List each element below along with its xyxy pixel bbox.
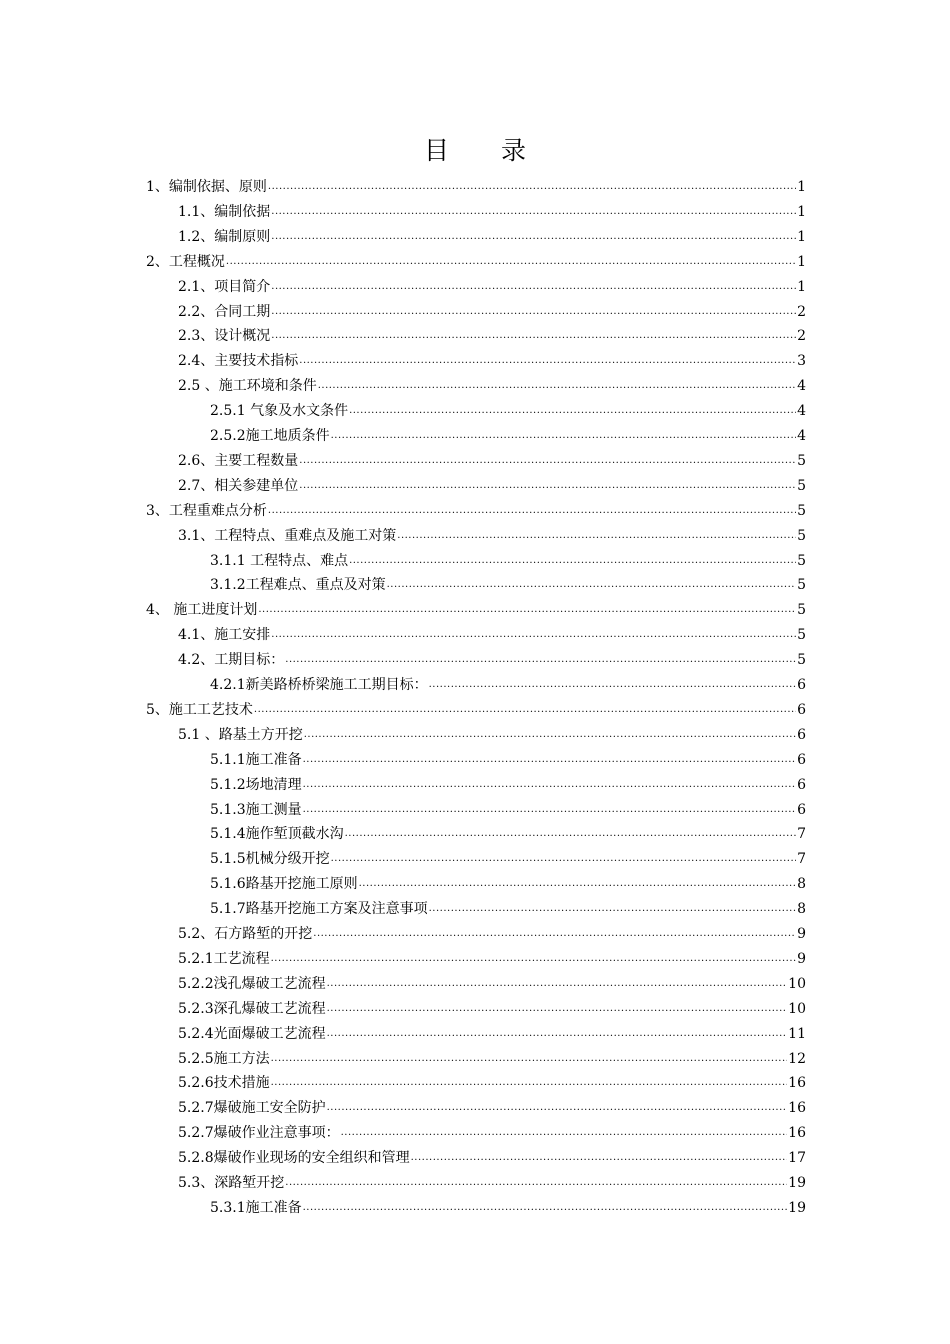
toc-entry-page-number: 5 — [797, 502, 806, 519]
toc-entry-page-number: 4 — [797, 403, 806, 420]
toc-entry-label: 4、 施工进度计划 — [146, 602, 258, 619]
dot-leader — [285, 647, 796, 672]
dot-leader — [299, 473, 796, 498]
toc-entry-label: 5、施工工艺技术 — [146, 701, 253, 718]
page-title: 目 录 — [424, 136, 548, 165]
toc-entry-page-number: 7 — [797, 851, 806, 868]
dot-leader — [268, 498, 796, 523]
toc-entry-page-number: 6 — [797, 677, 806, 693]
toc-entry-page-number: 5 — [797, 552, 806, 569]
toc-entry[interactable] — [210, 1196, 806, 1221]
toc-entry[interactable] — [210, 399, 806, 424]
dot-leader — [271, 224, 796, 249]
toc-entry[interactable] — [146, 698, 806, 723]
dot-leader — [327, 971, 788, 996]
toc-entry-label: 3、工程重难点分析 — [146, 502, 267, 519]
toc-entry[interactable] — [178, 449, 806, 474]
toc-entry-label: 1、编制依据、原则 — [146, 179, 267, 195]
toc-entry-label: 5.2.7爆破作业注意事项： — [178, 1125, 340, 1142]
toc-entry[interactable] — [210, 549, 806, 574]
dot-leader — [271, 1070, 788, 1095]
toc-entry[interactable] — [178, 648, 806, 673]
toc-entry-page-number: 12 — [788, 1050, 806, 1067]
toc-entry[interactable] — [178, 1047, 806, 1072]
dot-leader — [349, 548, 796, 573]
dot-leader — [271, 299, 796, 324]
toc-entry-page-number: 8 — [797, 876, 806, 893]
toc-entry-label: 5.1 、路基土方开挖 — [178, 726, 303, 743]
toc-entry-page-number: 4 — [797, 378, 806, 395]
toc-entry[interactable] — [146, 250, 806, 275]
dot-leader — [331, 423, 796, 448]
toc-entry-label: 3.1.2工程难点、重点及对策 — [210, 577, 386, 594]
toc-entry-label: 5.2.1工艺流程 — [178, 950, 270, 967]
toc-entry-page-number: 16 — [788, 1125, 806, 1142]
dot-leader — [327, 1095, 788, 1120]
toc-entry-label: 3.1、工程特点、重难点及施工对策 — [178, 527, 397, 544]
toc-entry-page-number: 3 — [797, 353, 806, 370]
dot-leader — [359, 871, 796, 896]
toc-entry-label: 1.1、编制依据 — [178, 203, 271, 220]
toc-entry-label: 5.3、深路堑开挖 — [178, 1175, 285, 1191]
dot-leader — [341, 1120, 788, 1145]
toc-entry-page-number: 10 — [788, 1000, 806, 1017]
toc-entry-label: 5.3.1施工准备 — [210, 1199, 302, 1216]
toc-entry-page-number: 1 — [797, 203, 806, 220]
dot-leader — [303, 772, 796, 797]
toc-entry-label: 5.2.3深孔爆破工艺流程 — [178, 1000, 326, 1017]
toc-entry-page-number: 19 — [788, 1175, 806, 1191]
toc-entry-label: 2.7、相关参建单位 — [178, 477, 299, 494]
toc-entry-page-number: 6 — [797, 701, 806, 718]
toc-entry-label: 5.2.6技术措施 — [178, 1075, 270, 1092]
toc-entry[interactable] — [178, 947, 806, 972]
dot-leader — [299, 448, 796, 473]
dot-leader — [303, 797, 796, 822]
dot-leader — [327, 1021, 788, 1046]
toc-entry-page-number: 5 — [797, 577, 806, 594]
toc-entry-page-number: 1 — [797, 228, 806, 245]
dot-leader — [271, 1046, 788, 1071]
toc-entry-label: 1.2、编制原则 — [178, 228, 271, 245]
toc-entry-page-number: 5 — [797, 477, 806, 494]
toc-entry[interactable] — [178, 374, 806, 399]
toc-entry-page-number: 6 — [797, 751, 806, 768]
toc-entry-label: 5.1.2场地清理 — [210, 776, 302, 793]
dot-leader — [226, 249, 796, 274]
toc-entry-page-number: 4 — [797, 428, 806, 444]
toc-entry-page-number: 16 — [788, 1100, 806, 1117]
toc-entry-label: 5.1.7路基开挖施工方案及注意事项 — [210, 901, 428, 918]
toc-entry[interactable] — [178, 723, 806, 748]
toc-entry[interactable] — [178, 1121, 806, 1146]
toc-entry-label: 5.2.2浅孔爆破工艺流程 — [178, 975, 326, 992]
toc-entry[interactable] — [210, 822, 806, 847]
toc-entry-page-number: 5 — [797, 627, 806, 644]
toc-entry-label: 2.5.2施工地质条件 — [210, 428, 330, 444]
dot-leader — [345, 821, 796, 846]
toc-entry[interactable] — [210, 872, 806, 897]
toc-entry[interactable] — [178, 1096, 806, 1121]
toc-entry[interactable] — [178, 524, 806, 549]
toc-entry[interactable] — [178, 200, 806, 225]
toc-entry-label: 2.6、主要工程数量 — [178, 452, 299, 469]
dot-leader — [313, 921, 796, 946]
toc-entry-page-number: 5 — [797, 452, 806, 469]
toc-entry[interactable] — [178, 1171, 806, 1196]
dot-leader — [285, 1170, 787, 1195]
dot-leader — [349, 398, 796, 423]
toc-entry-page-number: 5 — [797, 527, 806, 544]
toc-entry[interactable] — [178, 1022, 806, 1047]
dot-leader — [268, 174, 796, 199]
dot-leader — [331, 846, 796, 871]
toc-entry-page-number: 7 — [797, 826, 806, 843]
toc-entry-page-number: 19 — [788, 1199, 806, 1216]
toc-entry-label: 5.2.5施工方法 — [178, 1050, 270, 1067]
toc-entry[interactable] — [178, 324, 806, 349]
toc-entry[interactable] — [178, 1071, 806, 1096]
toc-entry-label: 2.5.1 气象及水文条件 — [210, 403, 349, 420]
toc-entry-page-number: 5 — [797, 652, 806, 669]
toc-entry[interactable] — [210, 773, 806, 798]
toc-entry-page-number: 1 — [797, 253, 806, 270]
toc-entry-page-number: 17 — [788, 1150, 806, 1167]
toc-entry[interactable] — [146, 175, 806, 200]
dot-leader — [299, 348, 796, 373]
toc-entry[interactable] — [210, 798, 806, 823]
toc-entry-label: 2.5 、施工环境和条件 — [178, 378, 317, 395]
toc-entry[interactable] — [178, 474, 806, 499]
dot-leader — [271, 622, 796, 647]
dot-leader — [271, 199, 796, 224]
dot-leader — [411, 1145, 788, 1170]
toc-entry[interactable] — [178, 275, 806, 300]
toc-entry[interactable] — [210, 847, 806, 872]
dot-leader — [303, 747, 796, 772]
dot-leader — [429, 896, 796, 921]
toc-entry-label: 4.1、施工安排 — [178, 627, 271, 644]
toc-entry-label: 5.1.6路基开挖施工原则 — [210, 876, 358, 893]
toc-entry-label: 4.2.1新美路桥桥梁施工工期目标： — [210, 677, 428, 693]
toc-entry[interactable] — [210, 897, 806, 922]
toc-entry[interactable] — [178, 225, 806, 250]
toc-entry[interactable] — [178, 997, 806, 1022]
toc-entry[interactable] — [146, 598, 806, 623]
toc-entry-page-number: 8 — [797, 901, 806, 918]
dot-leader — [327, 996, 788, 1021]
toc-entry-page-number: 2 — [797, 328, 806, 345]
toc-entry-page-number: 16 — [788, 1075, 806, 1092]
toc-entry-label: 5.1.3施工测量 — [210, 801, 302, 818]
dot-leader — [258, 597, 796, 622]
toc-entry[interactable] — [210, 424, 806, 449]
toc-entry-page-number: 10 — [788, 975, 806, 992]
toc-entry[interactable] — [178, 922, 806, 947]
toc-entry-page-number: 9 — [797, 926, 806, 942]
toc-entry-label: 5.1.4施作堑顶截水沟 — [210, 826, 344, 843]
toc-entry-page-number: 1 — [797, 278, 806, 295]
toc-entry-label: 2.3、设计概况 — [178, 328, 271, 345]
toc-entry-page-number: 11 — [788, 1025, 806, 1042]
dot-leader — [304, 722, 796, 747]
toc-entry-label: 5.2、石方路堑的开挖 — [178, 926, 313, 942]
toc-entry-label: 2.4、主要技术指标 — [178, 353, 299, 370]
toc-entry[interactable] — [210, 748, 806, 773]
dot-leader — [254, 697, 796, 722]
toc-entry-label: 2.1、项目简介 — [178, 278, 271, 295]
toc-entry-label: 2.2、合同工期 — [178, 303, 271, 320]
toc-entry-page-number: 2 — [797, 303, 806, 320]
toc-entry-page-number: 1 — [797, 179, 806, 195]
toc-entry-label: 5.1.5机械分级开挖 — [210, 851, 330, 868]
toc-entry[interactable] — [178, 300, 806, 325]
toc-entry-label: 5.1.1施工准备 — [210, 751, 302, 768]
toc-entry-label: 2、工程概况 — [146, 253, 225, 270]
toc-entry-page-number: 5 — [797, 602, 806, 619]
dot-leader — [271, 323, 796, 348]
toc-entry-page-number: 6 — [797, 801, 806, 818]
dot-leader — [387, 572, 796, 597]
dot-leader — [303, 1195, 788, 1220]
toc-entry-label: 5.2.8爆破作业现场的安全组织和管理 — [178, 1150, 410, 1167]
toc-entry[interactable] — [178, 1146, 806, 1171]
toc-entry-label: 5.2.7爆破施工安全防护 — [178, 1100, 326, 1117]
toc-entry[interactable] — [178, 972, 806, 997]
toc-entry[interactable] — [146, 499, 806, 524]
toc-entry-label: 4.2、工期目标： — [178, 652, 285, 669]
toc-entry[interactable] — [178, 349, 806, 374]
toc-entry[interactable] — [178, 623, 806, 648]
toc-entry-page-number: 6 — [797, 726, 806, 743]
toc-entry-label: 3.1.1 工程特点、难点 — [210, 552, 349, 569]
toc-entry-label: 5.2.4光面爆破工艺流程 — [178, 1025, 326, 1042]
dot-leader — [318, 373, 796, 398]
toc-entry[interactable] — [210, 573, 806, 598]
dot-leader — [271, 946, 796, 971]
toc-entry-page-number: 9 — [797, 950, 806, 967]
toc-entry-page-number: 6 — [797, 776, 806, 793]
dot-leader — [429, 672, 796, 697]
dot-leader — [397, 523, 796, 548]
toc-entry[interactable] — [210, 673, 806, 698]
dot-leader — [271, 274, 796, 299]
